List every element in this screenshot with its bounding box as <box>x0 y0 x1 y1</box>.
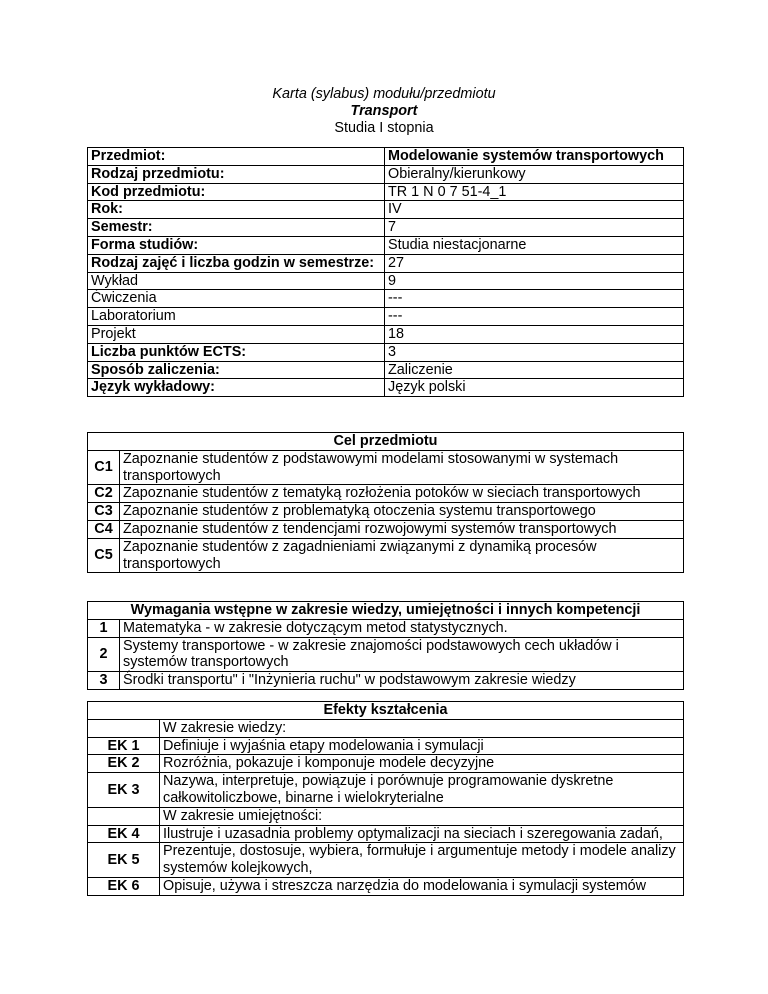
info-value: 27 <box>385 254 684 272</box>
outcome-text: Opisuje, używa i streszcza narzędzia do modelowania i symulacji systemów <box>160 877 684 895</box>
outcome-code: EK 3 <box>88 773 160 808</box>
info-value: Język polski <box>385 379 684 397</box>
goals-title: Cel przedmiotu <box>88 433 684 451</box>
requirements-title: Wymagania wstępne w zakresie wiedzy, umiejętności i innych kompetencji <box>88 602 684 620</box>
goal-text: Zapoznanie studentów z zagadnieniami związanymi z dynamiką procesów transportowych <box>120 538 684 573</box>
goal-row <box>88 485 684 503</box>
goal-text: Zapoznanie studentów z tematyką rozłożenia potoków w sieciach transportowych <box>120 485 684 503</box>
info-label: Język wykładowy: <box>88 379 385 397</box>
info-row <box>88 148 684 166</box>
goal-row <box>88 503 684 521</box>
outcomes-title: Efekty kształcenia <box>88 702 684 720</box>
requirement-code: 1 <box>88 619 120 637</box>
goals-table <box>87 432 684 573</box>
header-line-2: Transport <box>350 103 418 119</box>
info-row <box>88 219 684 237</box>
info-table <box>87 147 684 397</box>
requirement-row <box>88 672 684 690</box>
info-value: 3 <box>385 343 684 361</box>
info-row <box>88 343 684 361</box>
outcome-code: EK 6 <box>88 877 160 895</box>
info-value: Studia niestacjonarne <box>385 236 684 254</box>
goal-code: C2 <box>88 485 120 503</box>
info-value: 7 <box>385 219 684 237</box>
goal-text: Zapoznanie studentów z podstawowymi modelami stosowanymi w systemach transportowych <box>120 450 684 485</box>
outcomes-table <box>87 701 684 896</box>
outcome-text: W zakresie wiedzy: <box>160 719 684 737</box>
goal-text: Zapoznanie studentów z tendencjami rozwojowymi systemów transportowych <box>120 520 684 538</box>
outcome-text: Ilustruje i uzasadnia problemy optymalizacji na sieciach i szeregowania zadań, <box>160 825 684 843</box>
info-row <box>88 325 684 343</box>
info-value: --- <box>385 290 684 308</box>
info-label: Laboratorium <box>88 308 385 326</box>
outcome-text: W zakresie umiejętności: <box>160 807 684 825</box>
info-value: Obieralny/kierunkowy <box>385 165 684 183</box>
info-value: TR 1 N 0 7 51-4_1 <box>385 183 684 201</box>
info-value: Modelowanie systemów transportowych <box>385 148 684 166</box>
outcome-row <box>88 877 684 895</box>
info-row <box>88 361 684 379</box>
info-row <box>88 379 684 397</box>
info-value: Zaliczenie <box>385 361 684 379</box>
info-row <box>88 308 684 326</box>
info-row <box>88 165 684 183</box>
requirement-code: 2 <box>88 637 120 672</box>
info-row <box>88 254 684 272</box>
goal-code: C5 <box>88 538 120 573</box>
info-value: --- <box>385 308 684 326</box>
goal-code: C1 <box>88 450 120 485</box>
info-label: Sposób zaliczenia: <box>88 361 385 379</box>
requirement-row <box>88 637 684 672</box>
info-row <box>88 201 684 219</box>
outcome-code: EK 1 <box>88 737 160 755</box>
outcome-text: Rozróżnia, pokazuje i komponuje modele decyzyjne <box>160 755 684 773</box>
goal-row <box>88 538 684 573</box>
info-value: 18 <box>385 325 684 343</box>
info-label: Wykład <box>88 272 385 290</box>
info-label: Rodzaj przedmiotu: <box>88 165 385 183</box>
requirement-text: Systemy transportowe - w zakresie znajomości podstawowych cech układów i systemów transportowych <box>120 637 684 672</box>
outcome-row <box>88 807 684 825</box>
requirement-text: Środki transportu" i "Inżynieria ruchu" w podstawowym zakresie wiedzy <box>120 672 684 690</box>
outcome-text: Nazywa, interpretuje, powiązuje i porównuje programowanie dyskretne całkowitoliczbowe, binarne i wielokryterialne <box>160 773 684 808</box>
outcome-code <box>88 807 160 825</box>
outcome-code: EK 4 <box>88 825 160 843</box>
requirement-code: 3 <box>88 672 120 690</box>
info-label: Projekt <box>88 325 385 343</box>
info-value: IV <box>385 201 684 219</box>
info-row <box>88 183 684 201</box>
requirement-row <box>88 619 684 637</box>
goal-text: Zapoznanie studentów z problematyką otoczenia systemu transportowego <box>120 503 684 521</box>
header-line-3: Studia I stopnia <box>334 120 434 136</box>
goal-code: C4 <box>88 520 120 538</box>
outcome-text: Prezentuje, dostosuje, wybiera, formułuje i argumentuje metody i modele analizy systemów kolejkowych, <box>160 843 684 878</box>
requirements-table <box>87 601 684 690</box>
info-label: Semestr: <box>88 219 385 237</box>
goal-row <box>88 520 684 538</box>
outcome-row <box>88 755 684 773</box>
outcome-code: EK 2 <box>88 755 160 773</box>
info-label: Ćwiczenia <box>88 290 385 308</box>
outcome-row <box>88 825 684 843</box>
goal-code: C3 <box>88 503 120 521</box>
goal-row <box>88 450 684 485</box>
info-label: Kod przedmiotu: <box>88 183 385 201</box>
outcome-row <box>88 719 684 737</box>
outcome-code <box>88 719 160 737</box>
info-label: Rodzaj zajęć i liczba godzin w semestrze: <box>88 254 385 272</box>
info-value: 9 <box>385 272 684 290</box>
outcome-code: EK 5 <box>88 843 160 878</box>
outcome-text: Definiuje i wyjaśnia etapy modelowania i symulacji <box>160 737 684 755</box>
outcome-row <box>88 737 684 755</box>
info-label: Forma studiów: <box>88 236 385 254</box>
header-line-1: Karta (sylabus) modułu/przedmiotu <box>272 86 496 102</box>
outcome-row <box>88 843 684 878</box>
info-row <box>88 272 684 290</box>
info-label: Przedmiot: <box>88 148 385 166</box>
info-label: Liczba punktów ECTS: <box>88 343 385 361</box>
requirement-text: Matematyka - w zakresie dotyczącym metod statystycznych. <box>120 619 684 637</box>
outcome-row <box>88 773 684 808</box>
info-row <box>88 290 684 308</box>
info-label: Rok: <box>88 201 385 219</box>
document-header <box>0 86 768 137</box>
info-row <box>88 236 684 254</box>
